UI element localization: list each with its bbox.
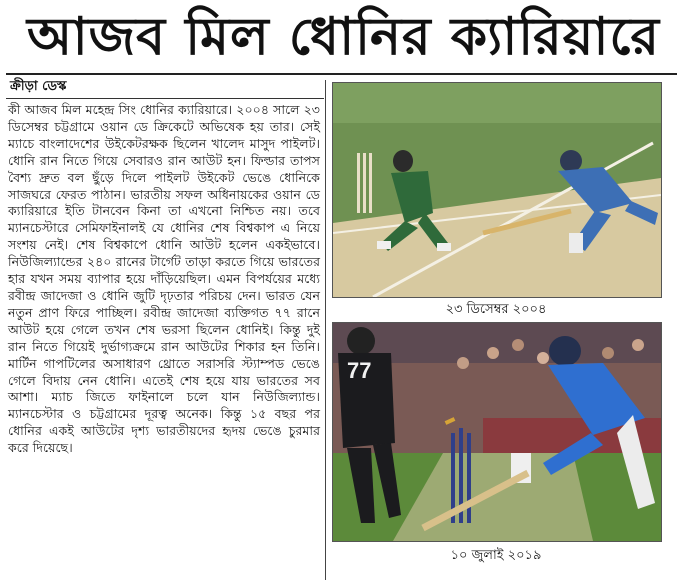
photo-2004-caption: ২৩ ডিসেম্বর ২০০৪ xyxy=(445,302,547,317)
jersey-number: 77 xyxy=(347,358,372,383)
photo-2019-image xyxy=(333,323,661,541)
byline: ক্রীড়া ডেস্ক xyxy=(10,79,67,94)
photo-2019-runout xyxy=(332,322,662,542)
article-text: কী আজব মিল মহেন্দ্র সিং ধোনির ক্যারিয়ারে। ২০০৪ সালে ২৩ ডিসেম্বর চট্টগ্রামে ওয়ান ডে ক্রিকেটে অভিষেক হয় তার। সেই ম্যাচে বাংলাদেশের উইকেটরক্ষক ছিলেন খালেদ মাসুদ পাইলট। ধোনি রান নিতে গিয়ে সেবারও রান আউট হন। ফিল্ডার তাপস বৈশ্য দ্রুত বল ছুঁড়ে দিলে পাইলট উইকেট ভেঙে ধোনিকে সাজঘরে ফেরত পাঠান। ভারতীয় সফল অধিনায়কের ওয়ান ডে ক্যারিয়ারে ইতি টানবেন কিনা তা এখনো নিশ্চিত নয়। তবে ম্যানচেস্টারে সেমিফাইনালই যে ধোনির শেষ বিশ্বকাপ এ নিয়ে সংশয় নেই। শেষ বিশ্বকাপে ধোনি আউট হলেন একইভাবে। নিউজিল্যান্ডের ২৪০ রানের টার্গেট তাড়া করতে গিয়ে ভারতের হার যখন সময় ব্যাপার হয়ে দাঁড়িয়েছিল। এমন বিপর্যয়ের মধ্যে রবীন্দ্র জাদেজা ও ধোনি জুটি দৃঢ়তার পরিচয় দেন। ভারত যেন নতুন প্রাণ ফিরে পাচ্ছিল। রবীন্দ্র জাদেজা ব্যক্তিগত ৭৭ রানে আউট হয়ে গেলে তখন শেষ ভরসা ছিলেন ধোনিই। কিন্তু দুই রান নিতে গিয়েই দুর্ভাগ্যক্রমে রান আউটের শিকার হন তিনি। মার্টিন গাপটিলের অসাধারণ থ্রোতে সরাসরি স্ট্যাম্পড ভেঙে গেলে বিদায় নেন ধোনি। এতেই শেষ হয়ে যায় ভারতের সব আশা। ম্যাচ জিতে ফাইনালে চলে যান নিউজিল্যান্ড। ম্যানচেস্টার ও চট্টগ্রামের দূরত্ব অনেক। কিন্তু ১৫ বছর পর ধোনির একই আউটের দৃশ্য ভারতীয়দের হৃদয় ভেঙে চুরমার করে দিয়েছে। xyxy=(8,102,320,456)
column-divider xyxy=(325,80,326,580)
headline: আজব মিল ধোনির ক্যারিয়ারে xyxy=(27,7,660,67)
article-body xyxy=(8,102,320,582)
photo-2004-image xyxy=(333,83,661,297)
photo-2019-caption: ১০ জুলাই ২০১৯ xyxy=(450,548,542,563)
photo-2004-runout xyxy=(332,82,662,298)
byline-rule xyxy=(6,98,324,99)
headline-rule xyxy=(6,73,677,75)
